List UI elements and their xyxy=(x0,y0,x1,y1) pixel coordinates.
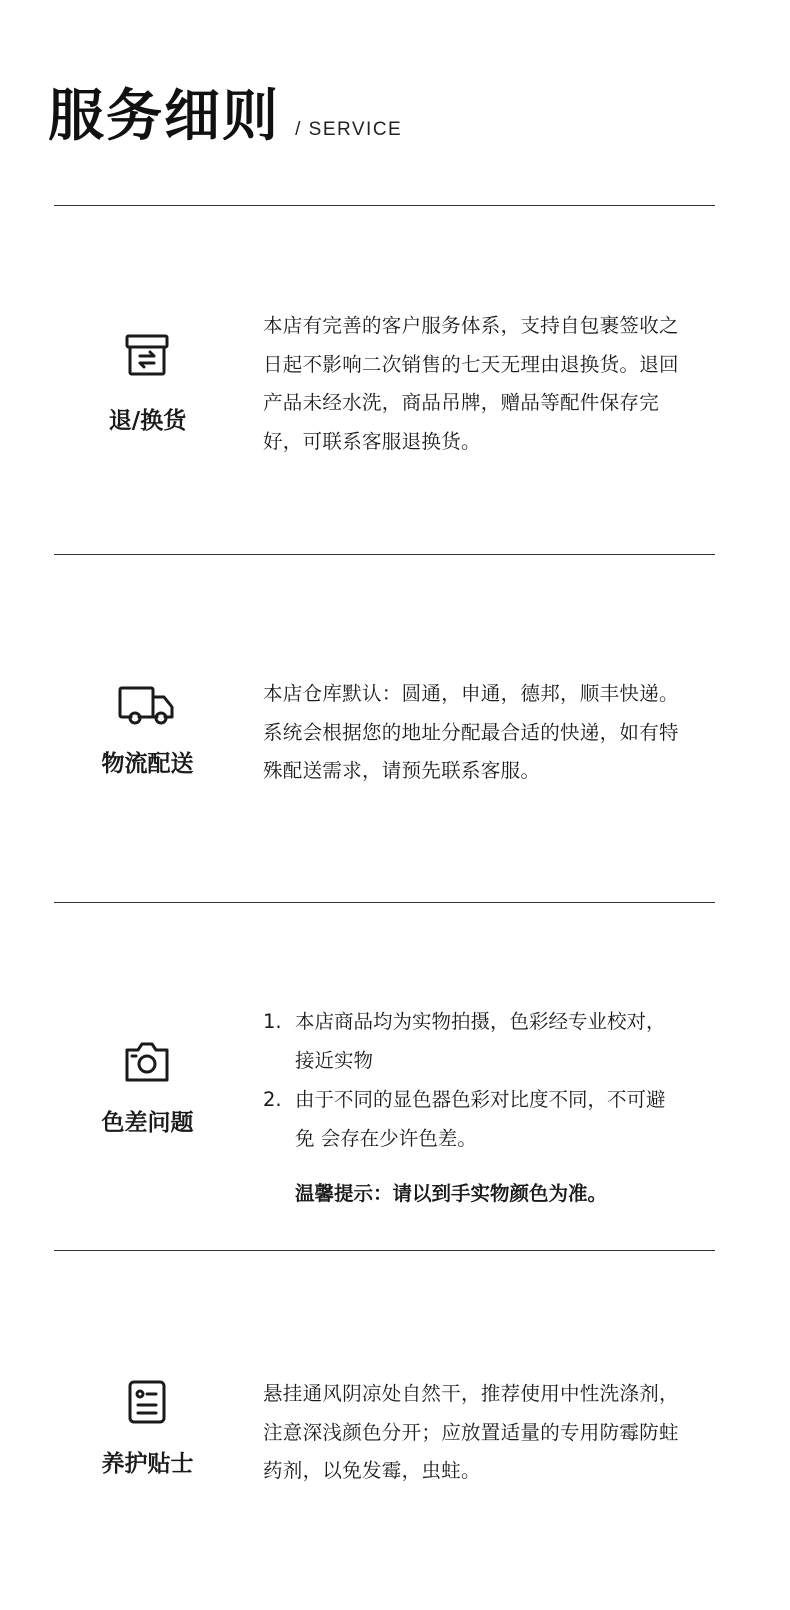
section-label: 色差问题 xyxy=(101,1110,194,1136)
divider xyxy=(54,205,715,206)
page-title: 服务细则 xyxy=(48,84,280,149)
color-notes-list xyxy=(263,1002,683,1158)
list-number: 1. xyxy=(263,1010,282,1033)
page-subtitle: / SERVICE xyxy=(295,119,403,140)
list-item xyxy=(263,1002,683,1080)
list-text: 由于不同的显色器色彩对比度不同，不可避免 会存在少许色差。 xyxy=(295,1088,666,1150)
list-text: 本店商品均为实物拍摄，色彩经专业校对，接近实物 xyxy=(295,1010,666,1072)
divider xyxy=(54,554,715,555)
warm-tip: 温馨提示：请以到手实物颜色为准。 xyxy=(295,1182,608,1205)
section-label: 养护贴士 xyxy=(101,1451,194,1477)
delivery-truck-icon xyxy=(117,682,177,730)
section-text: 本店有完善的客户服务体系，支持自包裹签收之日起不影响二次销售的七天无理由退换货。退回产品未经水洗，商品吊牌，赠品等配件保存完好，可联系客服退换货。 xyxy=(263,314,679,453)
section-label: 退/换货 xyxy=(108,408,187,434)
divider xyxy=(54,902,715,903)
camera-icon xyxy=(123,1038,171,1086)
return-box-icon xyxy=(123,332,171,380)
section-text: 本店仓库默认：圆通，申通，德邦，顺丰快递。系统会根据您的地址分配最合适的快递，如有特殊配送需求，请预先联系客服。 xyxy=(263,682,679,782)
page-header xyxy=(48,72,402,152)
section-text: 悬挂通风阴凉处自然干，推荐使用中性洗涤剂，注意深浅颜色分开；应放置适量的专用防霉防蛀药剂，以免发霉，虫蛀。 xyxy=(263,1382,679,1482)
care-card-icon xyxy=(123,1378,171,1426)
list-item xyxy=(263,1080,683,1158)
list-number: 2. xyxy=(263,1088,282,1111)
section-label: 物流配送 xyxy=(101,751,194,777)
divider xyxy=(54,1250,715,1251)
